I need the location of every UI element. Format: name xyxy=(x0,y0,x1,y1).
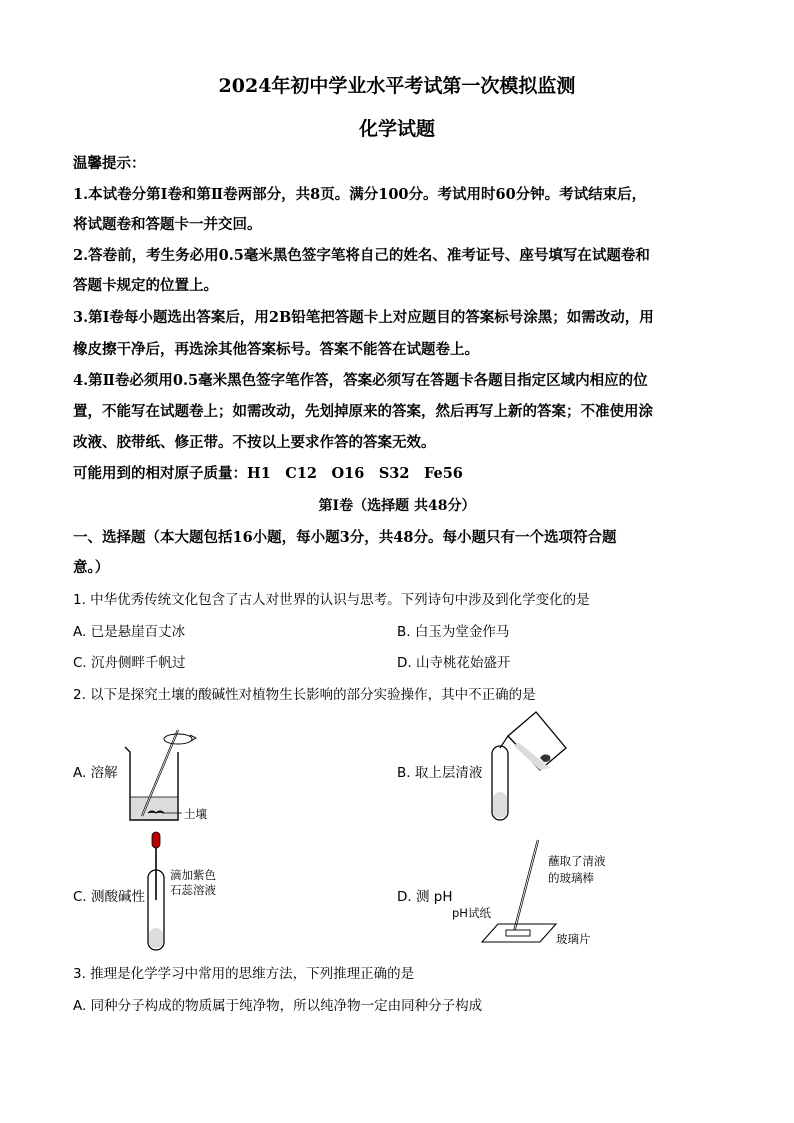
soil-label: 土壤 xyxy=(184,807,207,821)
dropper-label-line2: 石蕊溶液 xyxy=(170,883,216,897)
notice-line: 4.第Ⅱ卷必须用0.5毫米黑色签字笔作答，答案必须写在答题卡各题目指定区域内相应的位 xyxy=(73,372,648,389)
notice-line: 2.答卷前，考生务必用0.5毫米黑色签字笔将自己的姓名、准考证号、座号填写在试题卷和 xyxy=(73,247,650,264)
section-instruction: 一、选择题（本大题包括16小题，每小题3分，共48分。每小题只有一个选项符合题 xyxy=(73,529,617,546)
pour-figure xyxy=(478,708,568,828)
section-instruction: 意。） xyxy=(73,559,110,576)
dropper-label-line1: 滴加紫色 xyxy=(170,868,216,882)
ph-paper-label: pH试纸 xyxy=(452,906,491,920)
notice-line: 改液、胶带纸、修正带。不按以上要求作答的答案无效。 xyxy=(73,434,436,451)
glass-rod-label xyxy=(548,853,606,887)
glass-rod-label-line1: 蘸取了清液 xyxy=(548,854,606,868)
question-2-option-b: B. 取上层清液 xyxy=(397,765,483,781)
question-3-option-a: A. 同种分子构成的物质属于纯净物，所以纯净物一定由同种分子构成 xyxy=(73,998,483,1014)
question-2-stem: 2. 以下是探究土壤的酸碱性对植物生长影响的部分实验操作，其中不正确的是 xyxy=(73,687,536,703)
dissolve-figure xyxy=(120,725,235,825)
question-1-option-c: C. 沉舟侧畔千帆过 xyxy=(73,655,186,671)
notice-line: 置，不能写在试题卷上；如需改动，先划掉原来的答案，然后再写上新的答案；不准使用涂 xyxy=(73,403,653,420)
question-2-option-c: C. 测酸碱性 xyxy=(73,889,146,905)
exam-title: 2024年初中学业水平考试第一次模拟监测 xyxy=(218,75,576,97)
subject-title: 化学试题 xyxy=(358,118,435,140)
question-2-option-d: D. 测 pH xyxy=(397,889,453,905)
question-2-option-a: A. 溶解 xyxy=(73,765,118,781)
notice-heading: 温馨提示： xyxy=(73,155,146,172)
glass-slide-label: 玻璃片 xyxy=(556,932,591,946)
question-1-option-b: B. 白玉为堂金作马 xyxy=(397,624,510,640)
atomic-mass-line: 可能用到的相对原子质量：H1 C12 O16 S32 Fe56 xyxy=(73,465,463,482)
notice-line: 将试题卷和答题卡一并交回。 xyxy=(73,216,262,233)
glass-rod-label-line2: 的玻璃棒 xyxy=(548,871,594,885)
question-1-option-d: D. 山寺桃花始盛开 xyxy=(397,655,511,671)
section-title: 第Ⅰ卷（选择题 共48分） xyxy=(318,498,476,514)
notice-line: 橡皮擦干净后，再选涂其他答案标号。答案不能答在试题卷上。 xyxy=(73,341,479,358)
notice-line: 答题卡规定的位置上。 xyxy=(73,277,218,294)
question-3-stem: 3. 推理是化学学习中常用的思维方法，下列推理正确的是 xyxy=(73,966,415,982)
question-1-stem: 1. 中华优秀传统文化包含了古人对世界的认识与思考。下列诗句中涉及到化学变化的是 xyxy=(73,592,590,608)
dropper-label xyxy=(170,868,216,898)
notice-line: 3.第Ⅰ卷每小题选出答案后，用2B铅笔把答题卡上对应题目的答案标号涂黑；如需改动，用 xyxy=(73,309,654,326)
notice-line: 1.本试卷分第Ⅰ卷和第Ⅱ卷两部分，共8页。满分100分。考试用时60分钟。考试结束后， xyxy=(73,186,647,203)
question-1-option-a: A. 已是悬崖百丈冰 xyxy=(73,624,186,640)
